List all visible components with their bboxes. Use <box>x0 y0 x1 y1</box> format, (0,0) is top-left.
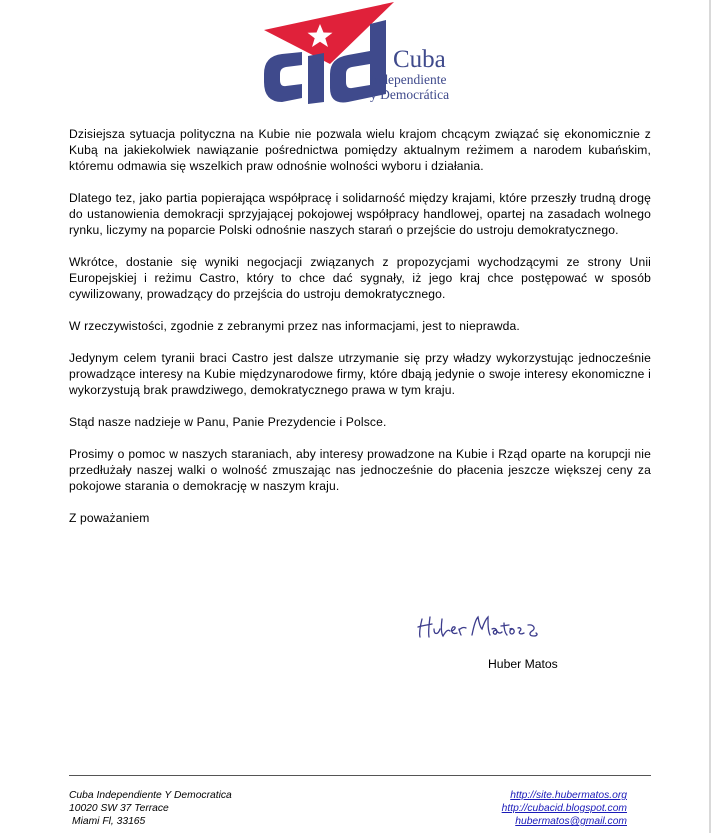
logo-subtitle-line2: y Democrática <box>370 87 450 102</box>
letter-paragraph: Stąd nasze nadzieje w Panu, Panie Prezydencie i Polsce. <box>69 415 387 429</box>
closing-salutation: Z poważaniem <box>69 511 150 525</box>
footer-email-link[interactable]: hubermatos@gmail.com <box>515 816 627 827</box>
signer-name: Huber Matos <box>488 657 558 671</box>
footer-address-line1: 10020 SW 37 Terrace <box>69 803 169 814</box>
letter-paragraph: W rzeczywistości, zgodnie z zebranymi przez nas informacjami, jest to nieprawda. <box>69 319 520 333</box>
footer-blog-link[interactable]: http://cubacid.blogspot.com <box>501 803 627 814</box>
footer-address <box>69 789 232 828</box>
footer-address-line2: Miami Fl, 33165 <box>72 816 146 827</box>
footer-links <box>502 789 627 828</box>
cid-logo <box>262 2 462 110</box>
letter-paragraph: Prosimy o pomoc w naszych staraniach, aby interesy prowadzone na Kubie i Rząd oparte na korupcji nie przedłużały naszej walki o wolność zmuszając nas jednocześnie do płacenia jeszcze większej ceny za pokojowe starania o demokrację w naszym kraju. <box>69 447 651 493</box>
logo-word-cuba: Cuba <box>393 46 446 73</box>
signature-drawing <box>416 613 566 643</box>
letter-paragraph: Jedynym celem tyranii braci Castro jest dalsze utrzymanie się przy władzy wykorzystując jednocześnie prowadzące interesy na Kubie międzynarodowe firmy, które dbają jedynie o swoje interesy ekonomiczne i wykorzystują brak prawdziwego, demokratycznego prawa w tym kraju. <box>69 351 651 397</box>
logo-subtitle <box>370 72 449 102</box>
logo-subtitle-line1: Independiente <box>370 72 447 87</box>
footer-site-link[interactable]: http://site.hubermatos.org <box>510 790 627 801</box>
letter-i-shape <box>308 53 324 104</box>
footer-divider <box>69 775 651 776</box>
letter-paragraph: Wkrótce, dostanie się wyniki negocjacji związanych z propozycjami wychodzącymi ze strony Unii Europejskiej i reżimu Castro, który to chce dać sygnały, iż jego kraj chce postępować w sposób cywilizowany, prowadzący do przejścia do ustroju demokratycznego. <box>69 255 651 301</box>
handwritten-signature <box>416 613 566 643</box>
footer-org-name: Cuba Independiente Y Democratica <box>69 790 232 801</box>
letter-body <box>69 126 651 542</box>
letter-paragraph: Dzisiejsza sytuacja polityczna na Kubie nie pozwala wielu krajom chcącym związać się ekonomicznie z Kubą na jakiekolwiek nawiązanie pośrednictwa pomiędzy aktualnym reżimem a narodem kubańskim, któremu odmawia się wszelkich praw odnośnie wolności wyboru i działania. <box>69 127 651 173</box>
letter-paragraph: Dlatego tez, jako partia popierająca współpracę i solidarność między krajami, które przeszły trudną drogę do ustanowienia demokracji sprzyjającej pokojowej współpracy handlowej, opartej na zasadach wolnego rynku, liczymy na poparcie Polski odnośnie naszych starań o przejście do ustroju demokratycznego. <box>69 191 651 237</box>
letter-c-shape <box>264 52 302 102</box>
